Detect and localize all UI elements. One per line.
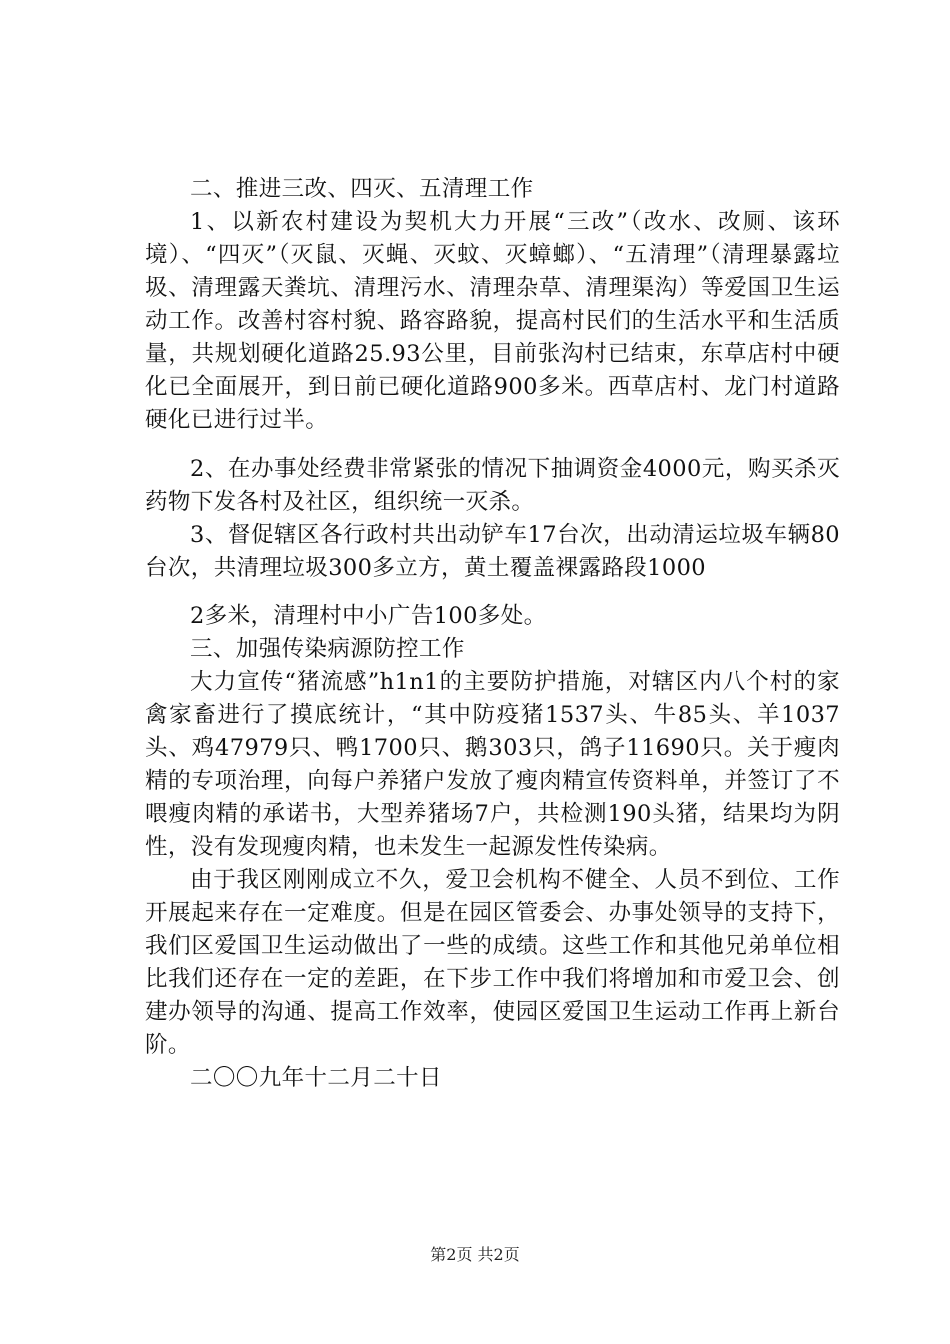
document-date: 二〇〇九年十二月二十日: [190, 1065, 442, 1091]
page-number-footer: 第2页 共2页: [430, 1245, 520, 1264]
paragraph-item-3: 3、督促辖区各行政村共出动铲车17台次，出动清运垃圾车辆80台次，共清理垃圾300多立方，黄土覆盖裸露路段1000: [145, 522, 840, 581]
section-heading-disease-control: 三、加强传染病源防控工作: [190, 636, 465, 662]
paragraph-item-1: 1、以新农村建设为契机大力开展“三改”（改水、改厕、该环境）、“四灭”（灭鼠、灭蝇、灭蚊、灭蟑螂）、“五清理”（清理暴露垃圾、清理露天粪坑、清理污水、清理杂草、清理渠沟）等爱国卫生运动工作。改善村容村貌、路容路貌，提高村民们的生活水平和生活质量，共规划硬化道路25.93公里，目前张沟村已结束，东草店村中硬化已全面展开，到日前已硬化道路900多米。西草店村、龙门村道路硬化已进行过半。: [145, 209, 840, 433]
paragraph-item-2: 2、在办事处经费非常紧张的情况下抽调资金4000元，购买杀灭药物下发各村及社区，组织统一灭杀。: [145, 456, 840, 515]
paragraph-conclusion: 由于我区刚刚成立不久，爱卫会机构不健全、人员不到位、工作开展起来存在一定难度。但是在园区管委会、办事处领导的支持下，我们区爱国卫生运动做出了一些的成绩。这些工作和其他兄弟单位相比我们还存在一定的差距，在下步工作中我们将增加和市爱卫会、创建办领导的沟通、提高工作效率，使园区爱国卫生运动工作再上新台阶。: [145, 867, 840, 1058]
text-block-pest-control: [145, 453, 840, 585]
paragraph-item-3-continued: 2多米，清理村中小广告100多处。: [190, 603, 547, 629]
paragraph-swine-flu: 大力宣传“猪流感”h1n1的主要防护措施，对辖区内八个村的家禽家畜进行了摸底统计，“其中防疫猪1537头、牛85头、羊1037头、鸡47979只、鸭1700只、鹅303只，鸽子11690只。关于瘦肉精的专项治理，向每户养猪户发放了瘦肉精宣传资料单，并签订了不喂瘦肉精的承诺书，大型养猪场7户，共检测190头猪，结果均为阴性，没有发现瘦肉精，也未发生一起源发性传染病。: [145, 669, 840, 860]
text-block-disease-prevention: [145, 600, 840, 1095]
text-block-sanitation-work: [145, 173, 840, 437]
section-heading-three-reforms: 二、推进三改、四灭、五清理工作: [190, 176, 534, 202]
